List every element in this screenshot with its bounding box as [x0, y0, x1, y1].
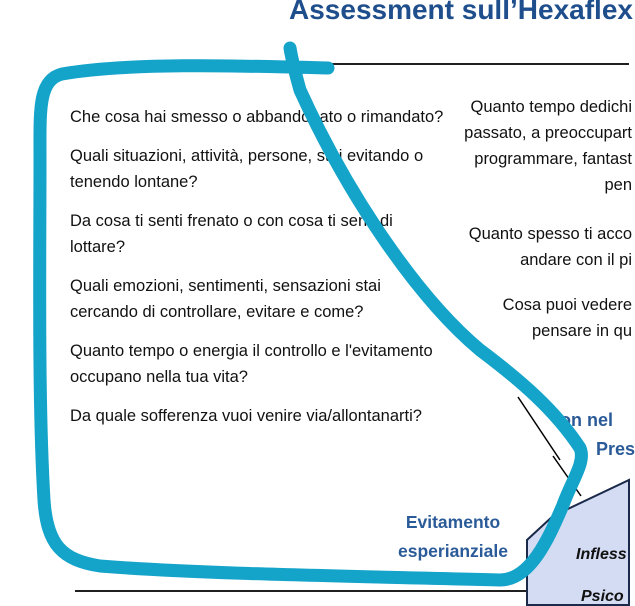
- right-line-1: Quanto tempo dedichi: [470, 98, 632, 116]
- question-4: Quali emozioni, sentimenti, sensazioni stai cercando di controllare, evitare e come?: [70, 277, 381, 321]
- present-label-line-1: on nel: [560, 410, 613, 430]
- inflexibility-label: Infless: [576, 546, 627, 563]
- avoidance-label-line-2: esperianziale: [398, 541, 508, 561]
- avoidance-label-line-1: Evitamento: [405, 512, 501, 532]
- right-line-2: passato, a preoccupart: [464, 124, 632, 142]
- right-line-4: pen: [604, 176, 632, 194]
- present-label-line-2: Pres: [596, 439, 635, 459]
- question-5: Quanto tempo o energia il controllo e l'evitamento occupano nella tua vita?: [70, 342, 433, 386]
- question-6: Da quale sofferenza vuoi venire via/allontanarti?: [70, 407, 422, 425]
- right-line-6: andare con il pi: [520, 251, 632, 269]
- right-line-8: pensare in qu: [532, 322, 632, 340]
- right-line-7: Cosa puoi vedere: [502, 296, 632, 314]
- question-2: Quali situazioni, attività, persone, stai evitando o tenendo lontane?: [70, 147, 424, 191]
- right-line-3: programmare, fantast: [474, 150, 632, 168]
- right-line-5: Quanto spesso ti acco: [468, 225, 632, 243]
- psico-label: Psico: [581, 588, 624, 605]
- question-3: Da cosa ti senti frenato o con cosa ti senti di lottare?: [70, 212, 393, 256]
- page-title: Assessment sull’Hexaflex: [289, 0, 633, 25]
- question-1: Che cosa hai smesso o abbandonato o rimandato?: [70, 108, 444, 126]
